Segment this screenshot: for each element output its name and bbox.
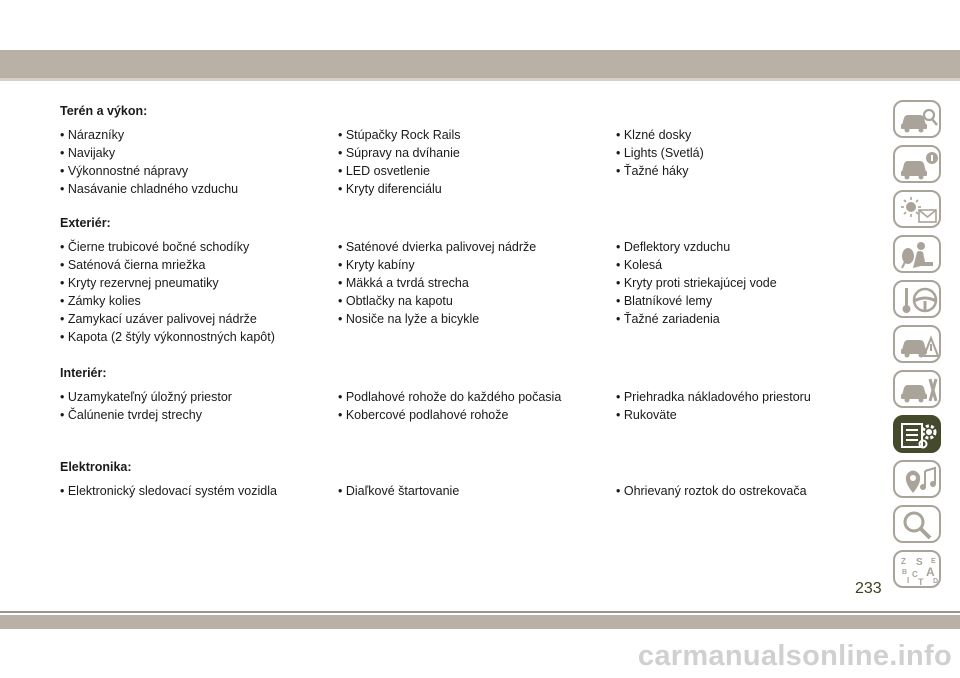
tab-search[interactable] bbox=[893, 505, 941, 543]
list-item: • Kolesá bbox=[616, 258, 663, 272]
tab-airbag-seat[interactable] bbox=[893, 235, 941, 273]
list-item: • Kapota (2 štýly výkonnostných kapôt) bbox=[60, 330, 275, 344]
list-item: • Ťažné háky bbox=[616, 164, 689, 178]
svg-text:B: B bbox=[902, 569, 908, 576]
tab-specifications[interactable] bbox=[893, 415, 941, 453]
warning-light-message-icon bbox=[899, 195, 939, 225]
list-item: • Čierne trubicové bočné schodíky bbox=[60, 240, 250, 254]
tab-car-wrench[interactable] bbox=[893, 370, 941, 408]
car-info-icon bbox=[899, 150, 939, 180]
list-item: • Zamykací uzáver palivovej nádrže bbox=[60, 312, 257, 326]
list-item: • Diaľkové štartovanie bbox=[338, 484, 460, 498]
list-row bbox=[60, 146, 860, 164]
svg-text:E: E bbox=[931, 558, 936, 565]
section-title: Terén a výkon: bbox=[60, 104, 148, 118]
list-item: • Kobercové podlahové rohože bbox=[338, 408, 509, 422]
footer-line bbox=[0, 611, 960, 613]
list-row bbox=[60, 484, 860, 502]
tab-car-info[interactable] bbox=[893, 145, 941, 183]
list-row bbox=[60, 182, 860, 200]
list-item: • Nasávanie chladného vzduchu bbox=[60, 182, 239, 196]
svg-text:I: I bbox=[907, 576, 910, 585]
list-item: • Zámky kolies bbox=[60, 294, 141, 308]
car-warning-triangle-icon bbox=[899, 330, 939, 360]
list-item: • Deflektory vzduchu bbox=[616, 240, 731, 254]
list-item: • Lights (Svetlá) bbox=[616, 146, 704, 160]
list-item: • Blatníkové lemy bbox=[616, 294, 713, 308]
list-item: • Saténová čierna mriežka bbox=[60, 258, 206, 272]
list-row bbox=[60, 390, 860, 408]
svg-text:S: S bbox=[916, 557, 923, 568]
list-item: • Priehradka nákladového priestoru bbox=[616, 390, 811, 404]
list-item: • Rukoväte bbox=[616, 408, 677, 422]
car-wrench-icon bbox=[899, 375, 939, 405]
music-navigation-icon bbox=[899, 465, 939, 495]
list-row bbox=[60, 294, 860, 312]
tab-car-warning[interactable] bbox=[893, 325, 941, 363]
list-item: • Klzné dosky bbox=[616, 128, 692, 142]
section-title: Exteriér: bbox=[60, 216, 111, 230]
section-title: Elektronika: bbox=[60, 460, 132, 474]
list-item: • Stúpačky Rock Rails bbox=[338, 128, 461, 142]
svg-text:Z: Z bbox=[901, 557, 906, 566]
header-band bbox=[0, 50, 960, 78]
list-item: • Kryty diferenciálu bbox=[338, 182, 442, 196]
watermark bbox=[0, 640, 960, 673]
list-row bbox=[60, 164, 860, 182]
list-row bbox=[60, 276, 860, 294]
list-item: • Nosiče na lyže a bicykle bbox=[338, 312, 480, 326]
list-item: • Mäkká a tvrdá strecha bbox=[338, 276, 469, 290]
list-item: • Ohrievaný roztok do ostrekovača bbox=[616, 484, 807, 498]
list-item: • Čalúnenie tvrdej strechy bbox=[60, 408, 202, 422]
list-item: • Nárazníky bbox=[60, 128, 125, 142]
tab-multimedia[interactable] bbox=[893, 460, 941, 498]
list-item: • Výkonnostné nápravy bbox=[60, 164, 189, 178]
list-row bbox=[60, 312, 860, 330]
list-row bbox=[60, 128, 860, 146]
car-search-icon bbox=[899, 105, 939, 135]
section-title: Interiér: bbox=[60, 366, 107, 380]
svg-text:T: T bbox=[918, 577, 924, 585]
list-item: • Podlahové rohože do každého počasia bbox=[338, 390, 562, 404]
svg-text:D: D bbox=[933, 578, 939, 585]
list-item: • Obtlačky na kapotu bbox=[338, 294, 453, 308]
list-item: • Súpravy na dvíhanie bbox=[338, 146, 460, 160]
tab-steering-wheel[interactable] bbox=[893, 280, 941, 318]
alphabet-index-icon bbox=[899, 555, 939, 585]
magnifier-icon bbox=[899, 510, 939, 540]
header-band-shadow bbox=[0, 78, 960, 81]
list-item: • Kryty proti striekajúcej vode bbox=[616, 276, 777, 290]
list-row bbox=[60, 240, 860, 258]
svg-text:A: A bbox=[926, 565, 935, 579]
list-row bbox=[60, 408, 860, 426]
list-item: • Saténové dvierka palivovej nádrže bbox=[338, 240, 537, 254]
list-item: • Kryty rezervnej pneumatiky bbox=[60, 276, 219, 290]
list-item: • LED osvetlenie bbox=[338, 164, 430, 178]
list-item: • Navijaky bbox=[60, 146, 116, 160]
list-row bbox=[60, 330, 860, 348]
page-number: 233 bbox=[855, 580, 882, 597]
footer-band bbox=[0, 615, 960, 629]
tab-car-search[interactable] bbox=[893, 100, 941, 138]
svg-text:C: C bbox=[912, 570, 918, 579]
tab-index[interactable] bbox=[893, 550, 941, 588]
watermark-text: carmanualsonline.info bbox=[637, 640, 952, 672]
list-item: • Uzamykateľný úložný priestor bbox=[60, 390, 232, 404]
airbag-seat-icon bbox=[899, 240, 939, 270]
specs-gear-icon bbox=[899, 420, 939, 450]
list-item: • Kryty kabíny bbox=[338, 258, 415, 272]
tab-warning-lights[interactable] bbox=[893, 190, 941, 228]
list-item: • Elektronický sledovací systém vozidla bbox=[60, 484, 277, 498]
list-item: • Ťažné zariadenia bbox=[616, 312, 720, 326]
steering-wheel-icon bbox=[899, 285, 939, 315]
list-row bbox=[60, 258, 860, 276]
